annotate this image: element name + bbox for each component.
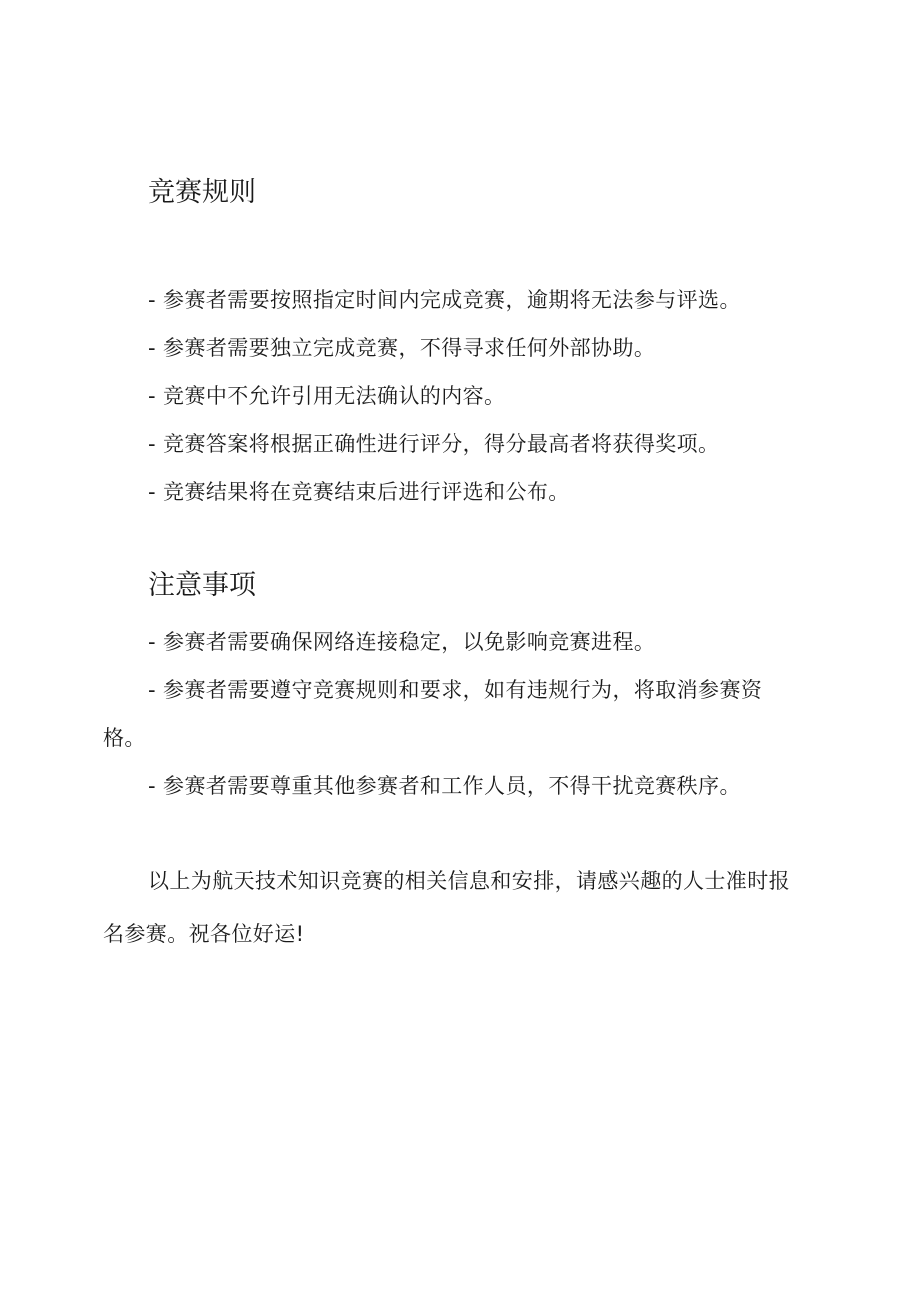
closing-paragraph: 以上为航天技术知识竞赛的相关信息和安排，请感兴趣的人士准时报名参赛。祝各位好运! — [103, 869, 790, 946]
notes-list — [103, 618, 803, 810]
notes-item: - 参赛者需要遵守竞赛规则和要求，如有违规行为，将取消参赛资格。 — [103, 678, 763, 750]
rules-item: - 参赛者需要独立完成竞赛，不得寻求任何外部协助。 — [148, 336, 656, 360]
rules-item: - 竞赛答案将根据正确性进行评分，得分最高者将获得奖项。 — [148, 432, 720, 456]
notes-item: - 参赛者需要尊重其他参赛者和工作人员，不得干扰竞赛秩序。 — [148, 774, 741, 798]
notes-item: - 参赛者需要确保网络连接稳定，以免影响竞赛进程。 — [148, 630, 656, 654]
rules-list — [103, 276, 803, 516]
rules-heading: 竞赛规则 — [148, 177, 256, 208]
rules-item: - 竞赛结果将在竞赛结束后进行评选和公布。 — [148, 480, 570, 504]
rules-item: - 参赛者需要按照指定时间内完成竞赛，逾期将无法参与评选。 — [148, 288, 741, 312]
rules-item: - 竞赛中不允许引用无法确认的内容。 — [148, 384, 506, 408]
notes-heading: 注意事项 — [148, 570, 256, 601]
